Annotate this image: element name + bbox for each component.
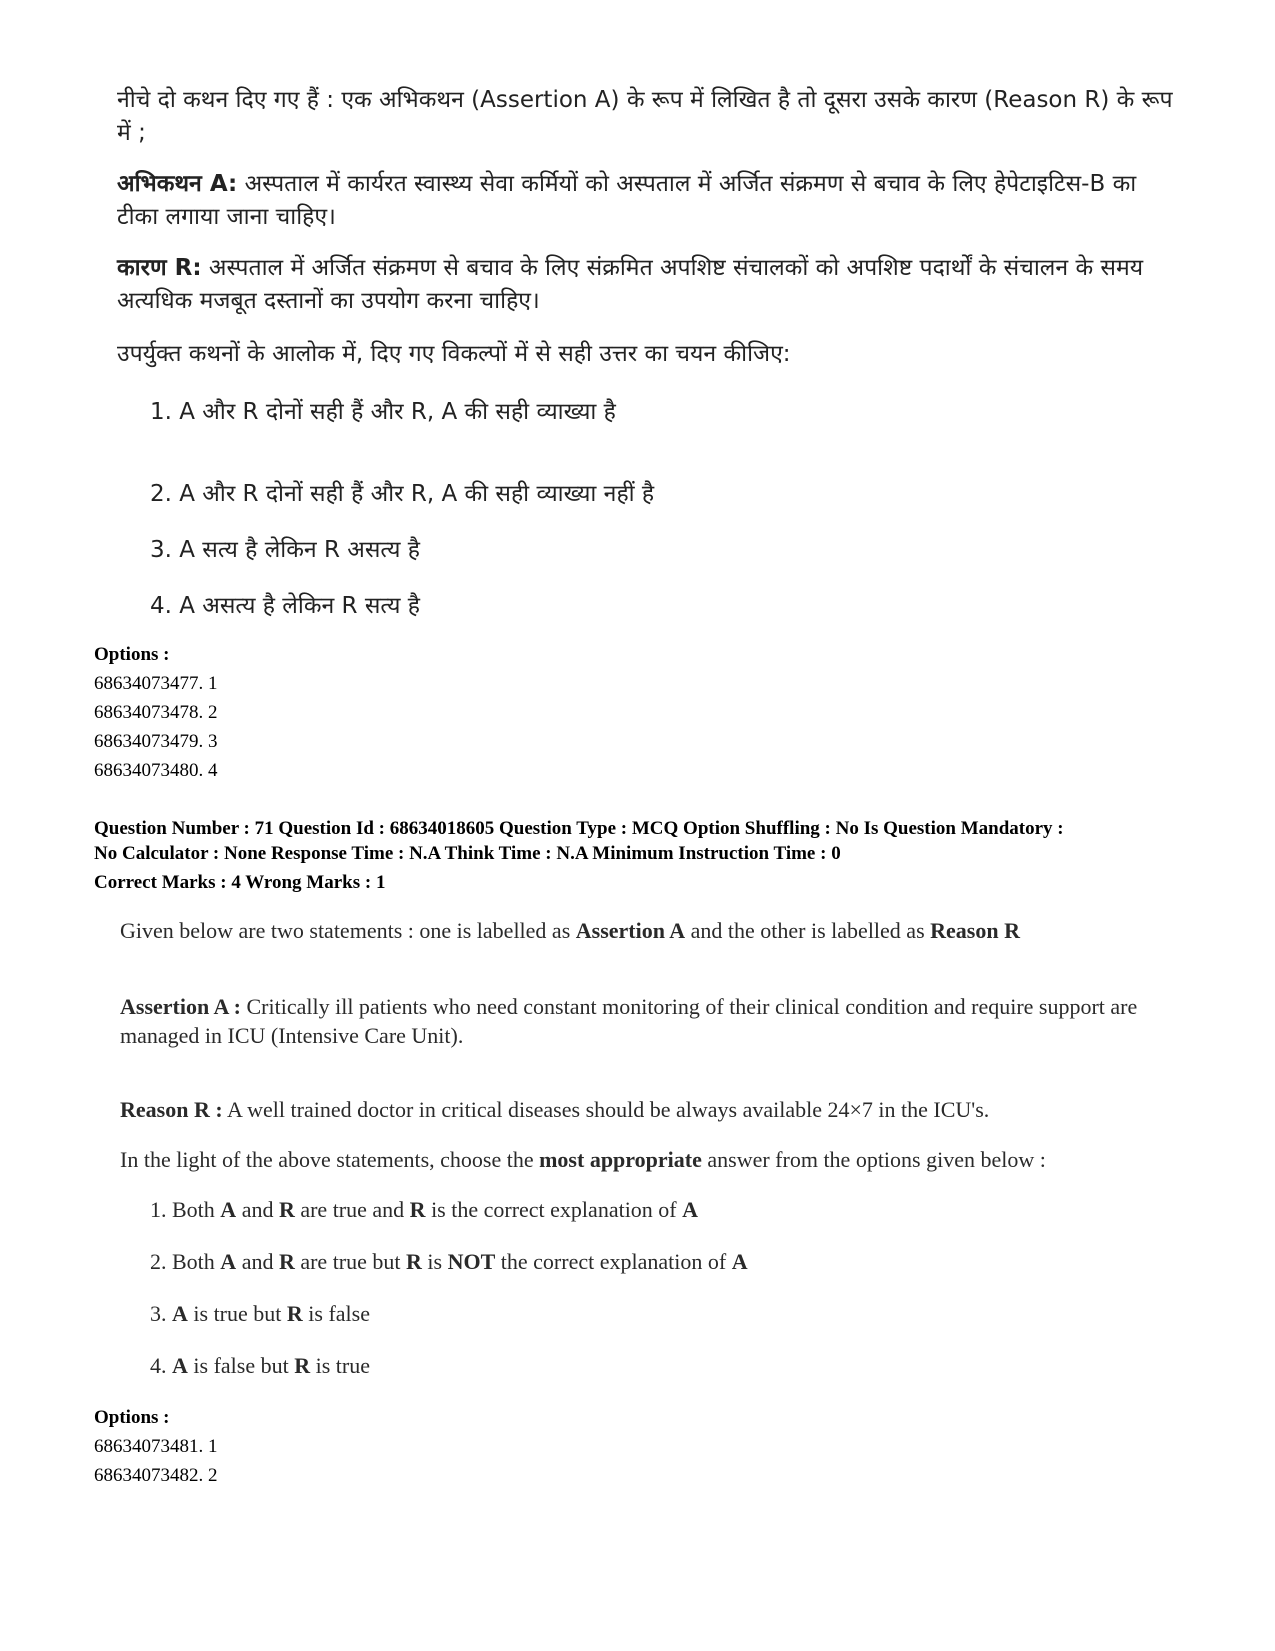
option-item: 68634073481. 1 <box>94 1436 218 1457</box>
options-list-2 <box>94 1403 218 1490</box>
english-instruction-emphasis: most appropriate <box>539 1147 702 1172</box>
english-intro-assertion: Assertion A <box>575 918 686 943</box>
english-intro-reason: Reason R <box>930 918 1020 943</box>
question-meta-line-1: Question Number : 71 Question Id : 68634018605 Question Type : MCQ Option Shuffling : No Is Question Mandatory : <box>94 818 1064 839</box>
english-instruction-text: answer from the options given below : <box>701 1147 1046 1172</box>
hindi-instruction: उपर्युक्त कथनों के आलोक में, दिए गए विकल्पों में से सही उत्तर का चयन कीजिए: <box>117 341 791 367</box>
option-item: 68634073478. 2 <box>94 702 218 723</box>
hindi-choice-3: 3. A सत्य है लेकिन R असत्य है <box>150 537 420 563</box>
hindi-assertion <box>117 168 1177 234</box>
english-intro-text: Given below are two statements : one is labelled as <box>120 918 576 943</box>
hindi-choice-1: 1. A और R दोनों सही हैं और R, A की सही व्याख्या है <box>150 399 616 425</box>
english-intro-text: and the other is labelled as <box>685 918 931 943</box>
options-header: Options : <box>94 1407 170 1428</box>
hindi-assertion-text: अस्पताल में कार्यरत स्वास्थ्य सेवा कर्मियों को अस्पताल में अर्जित संक्रमण से बचाव के लिए हेपेटाइटिस-B का टीका लगाया जाना चाहिए। <box>117 171 1137 230</box>
hindi-intro: नीचे दो कथन दिए गए हैं : एक अभिकथन (Assertion A) के रूप में लिखित है तो दूसरा उसके कारण (Reason R) के रूप में ; <box>117 87 1173 146</box>
hindi-reason-text: अस्पताल में अर्जित संक्रमण से बचाव के लिए संक्रमित अपशिष्ट संचालकों को अपशिष्ट पदार्थों के संचालन के समय अत्यधिक मजबूत दस्तानों का उपयोग करना चाहिए। <box>117 255 1144 314</box>
hindi-reason <box>117 252 1177 318</box>
english-assertion-text: Critically ill patients who need constant monitoring of their clinical condition and require support are managed in ICU (Intensive Care Unit). <box>120 994 1138 1048</box>
question-meta <box>94 816 1244 895</box>
english-assertion-label: Assertion A : <box>120 994 241 1019</box>
english-instruction-text: In the light of the above statements, choose the <box>120 1147 540 1172</box>
option-item: 68634073479. 3 <box>94 731 218 752</box>
option-item: 68634073477. 1 <box>94 673 218 694</box>
options-list-1 <box>94 640 218 785</box>
question-meta-line-2: No Calculator : None Response Time : N.A Think Time : N.A Minimum Instruction Time : 0 <box>94 843 841 864</box>
english-choice-3: 3. A is true but R is false <box>150 1301 370 1326</box>
english-reason-label: Reason R : <box>120 1097 223 1122</box>
english-instruction <box>120 1145 1180 1174</box>
hindi-choice-4: 4. A असत्य है लेकिन R सत्य है <box>150 593 420 619</box>
hindi-assertion-label: अभिकथन A: <box>117 171 238 197</box>
option-item: 68634073482. 2 <box>94 1465 218 1486</box>
question-marks: Correct Marks : 4 Wrong Marks : 1 <box>94 872 386 893</box>
english-choice-4: 4. A is false but R is true <box>150 1353 370 1378</box>
english-assertion <box>120 992 1180 1050</box>
hindi-choice-2: 2. A और R दोनों सही हैं और R, A की सही व्याख्या नहीं है <box>150 481 655 507</box>
option-item: 68634073480. 4 <box>94 760 218 781</box>
options-header: Options : <box>94 644 170 665</box>
english-choice-2: 2. Both A and R are true but R is NOT the correct explanation of A <box>150 1249 748 1274</box>
english-choice-1: 1. Both A and R are true and R is the correct explanation of A <box>150 1197 699 1222</box>
english-reason-text: A well trained doctor in critical diseases should be always available 24×7 in the ICU's. <box>222 1097 990 1122</box>
english-reason <box>120 1095 1180 1124</box>
english-intro <box>120 916 1180 945</box>
hindi-reason-label: कारण R: <box>117 255 202 281</box>
